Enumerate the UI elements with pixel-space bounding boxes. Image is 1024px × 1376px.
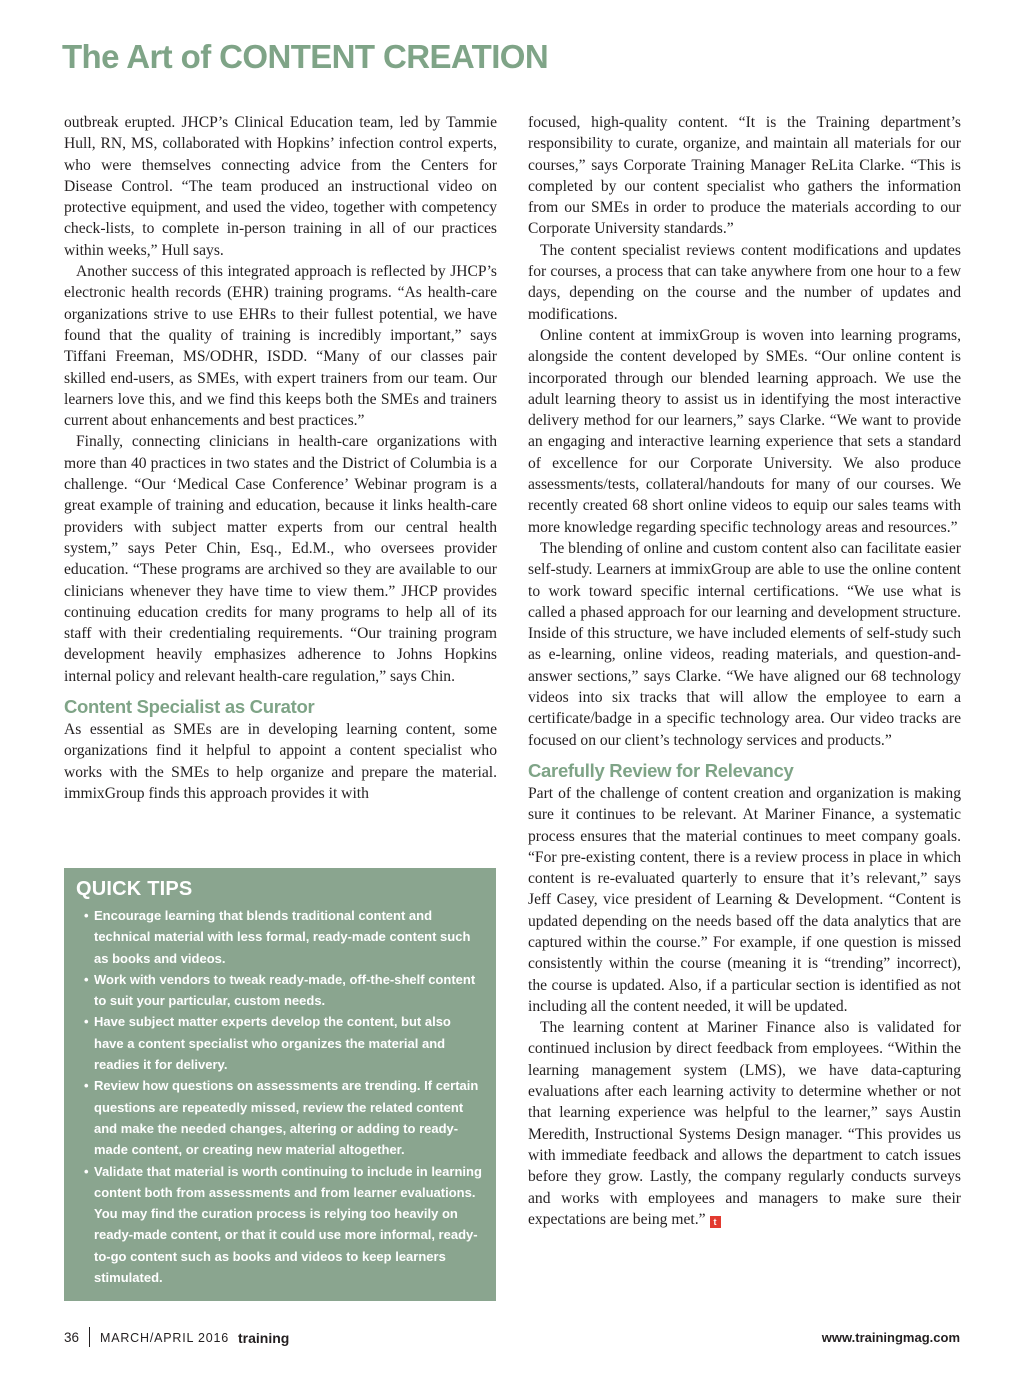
bullet-icon: • [84,1163,89,1179]
body-paragraph: Online content at immixGroup is woven into learning programs, alongside the content developed by SMEs. “Our online content is incorporated through our blended learning approach. We use the adult learning theory to assist us in identifying the most interactive delivery method for our learners,” says Clarke. “We want to provide an engaging and interactive learning experience that sets a standard of excellence for our Corporate University. We also produce assessments/tests, collateral/handouts for many of our courses. We recently created 68 short online videos to equip our sales teams with more knowledge regarding specific technology areas and resources.” [528,326,961,536]
quick-tips-title: QUICK TIPS [76,878,193,900]
quick-tip-item: • Review how questions on assessments are trending. If certain questions are repeatedly missed, review the related content and make the needed changes, altering or adding to ready-made content, or creating new material altogether. [76,1075,482,1160]
bullet-icon: • [84,1014,89,1030]
quick-tip-item: • Work with vendors to tweak ready-made, off-the-shelf content to suit your particular, custom needs. [76,969,482,1012]
body-paragraph: outbreak erupted. JHCP’s Clinical Education team, led by Tammie Hull, RN, MS, collaborated with Hopkins’ infection control experts, who were themselves connecting advice from the Centers for Disease Control. “The team produced an instructional video on protective equipment, and used the video, together with competency check-lists, to complete in-person training in all of our practices within weeks,” Hull says. [64,114,497,259]
body-paragraph: Part of the challenge of content creation and organization is making sure it continues to be relevant. At Mariner Finance, a systematic process ensures that the material continues to meet company goals. “For pre-existing content, there is a review process in place in which content is re-evaluated quarterly to ensure that it’s relevant,” says Jeff Casey, vice president of Learning & Development. “Content is updated depending on the needs based off the data analytics that are captured within the course.” For example, if one question is missed consistently within the course (meaning it is “trending” incorrect), the course is updated. Also, if a particular section is identified as not including all the content needed, it will be updated. [528,784,961,1015]
quick-tip-item: • Validate that material is worth continuing to include in learning content both from assessments and from learner evaluations. You may find the curation process is relying too heavily on ready-made content, or that it could use more informal, ready-to-go content such as books and videos to keep learners stimulated. [76,1161,482,1289]
bullet-icon: • [84,1078,89,1094]
body-paragraph: Finally, connecting clinicians in health-care organizations with more than 40 practices in two states and the District of Columbia is a challenge. “Our ‘Medical Case Conference’ Webinar program is a great example of training and education, because it links health-care providers with subject matter experts from our central health system,” says Peter Chin, Esq., Ed.M., who oversees provider education. “These programs are archived so they are available to our clinicians whenever they have time to view them.” JHCP provides continuing education credits for many programs to help all of its staff with their credentialing requirements. “Our training program development heavily emphasizes adherence to Johns Hopkins internal policy and relevant health-care regulation,” says Chin. [64,433,497,685]
quick-tip-item: • Encourage learning that blends traditional content and technical material with less formal, ready-made content such as books and videos. [76,905,482,969]
page-title: The Art of CONTENT CREATION [62,38,549,75]
issue-date: MARCH/APRIL 2016 [100,1331,230,1345]
bullet-icon: • [84,908,89,923]
bullet-icon: • [84,971,89,987]
section-subhead-content-specialist: Content Specialist as Curator [64,696,315,718]
magazine-name: training [238,1330,290,1346]
quick-tips-box [64,868,496,1301]
page-footer [64,1330,960,1348]
website-url: www.trainingmag.com [821,1330,960,1345]
right-column [528,112,961,1230]
final-paragraph-text: The learning content at Mariner Finance also is validated for continued inclusion by direct feedback from employees. “Within the learning management system (LMS), we have data-capturing evaluations after each learning activity to determine whether or not that learning experience was helpful to the learner,” says Austin Meredith, Instructional Systems Design manager. “This provides us with immediate feedback and allows the department to catch issues before they grow. Lastly, the company regularly conducts surveys and works with employees and managers to make sure their expectations are being met.” [528,1019,961,1228]
body-paragraph: The content specialist reviews content modifications and updates for courses, a process that can take anywhere from one hour to a few days, depending on the course and the number of updates and modifications. [528,241,961,323]
end-of-article-icon: t [710,1216,721,1228]
body-paragraph: As essential as SMEs are in developing learning content, some organizations find it helpful to appoint a content specialist who works with the SMEs to help organize and prepare the material. immixGroup finds this approach provides it with [64,721,497,802]
page-number: 36 [64,1330,80,1345]
body-paragraph: The blending of online and custom content also can facilitate easier self-study. Learners at immixGroup are able to use the online content to work toward specific internal certifications. “We use what is called a phased approach for our learning and development structure. Inside of this structure, we have included elements of self-study such as e-learning, online videos, reading materials, and question-and-answer sections,” says Clarke. “We have aligned our 68 technology videos into six tracks that will allow the employee to earn a certificate/badge in a specific technology area. Our video tracks are focused on our client’s technology services and products.” [528,539,961,749]
left-column [64,112,497,804]
footer-divider [89,1327,90,1347]
body-paragraph: Another success of this integrated approach is reflected by JHCP’s electronic health records (EHR) training programs. “As health-care organizations strive to use EHRs to their fullest potential, we have found that the quality of training is incredibly important,” says Tiffani Freeman, MS/ODHR, ISDD. “Many of our classes pair skilled end-users, as SMEs, with expert trainers from our team. Our learners love this, and we find this keeps both the SMEs and trainers current about enhancements and best practices.” [64,263,497,430]
body-paragraph [528,1017,961,1230]
quick-tip-item: • Have subject matter experts develop the content, but also have a content specialist who organizes the material and readies it for delivery. [76,1011,482,1075]
quick-tips-list [76,905,482,1288]
body-paragraph: focused, high-quality content. “It is the Training department’s responsibility to curate, organize, and maintain all materials for our courses,” says Corporate Training Manager ReLita Clarke. “This is completed by our content specialist who gathers the information from our SMEs in order to produce the materials according to our Corporate University standards.” [528,114,961,238]
section-subhead-relevancy: Carefully Review for Relevancy [528,759,794,781]
